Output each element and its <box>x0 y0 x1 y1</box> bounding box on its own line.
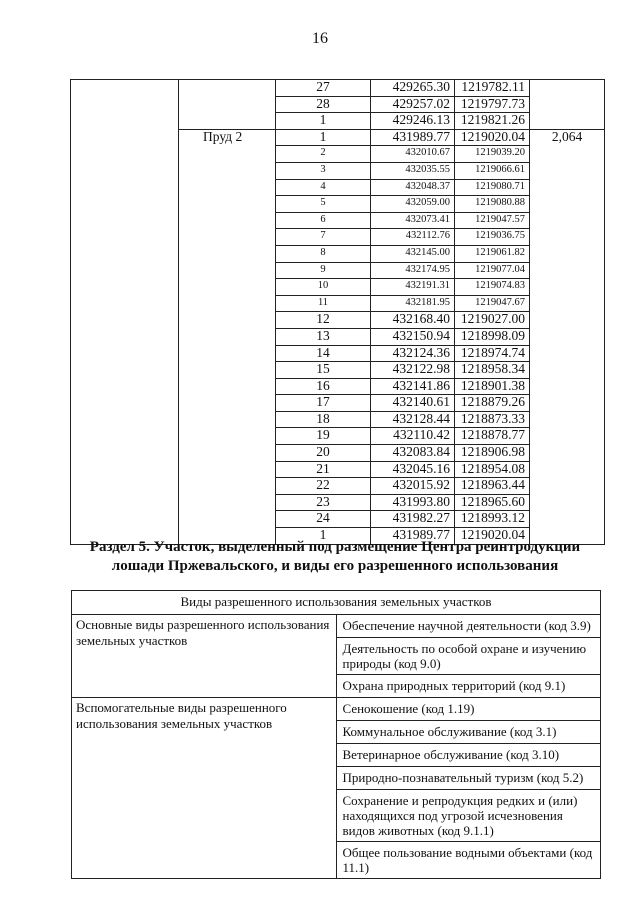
area-cell: 2,064 <box>530 129 605 146</box>
y-coordinate-cell: 1219020.04 <box>455 528 530 545</box>
blank-cell <box>71 262 179 279</box>
coordinate-row <box>71 295 605 312</box>
coordinate-row <box>71 328 605 345</box>
blank-cell <box>71 96 179 113</box>
x-coordinate-cell: 432191.31 <box>371 279 455 296</box>
area-cell <box>530 229 605 246</box>
object-name-cell <box>179 96 276 113</box>
object-name-cell <box>179 179 276 196</box>
page-number: 16 <box>312 30 328 47</box>
coordinate-row <box>71 146 605 163</box>
x-coordinate-cell: 432035.55 <box>371 162 455 179</box>
point-number-cell: 27 <box>276 80 371 97</box>
x-coordinate-cell: 429246.13 <box>371 113 455 130</box>
blank-cell <box>71 212 179 229</box>
coordinate-row <box>71 378 605 395</box>
x-coordinate-cell: 432141.86 <box>371 378 455 395</box>
y-coordinate-cell: 1218878.77 <box>455 428 530 445</box>
y-coordinate-cell: 1218993.12 <box>455 511 530 528</box>
object-name-cell <box>179 345 276 362</box>
x-coordinate-cell: 432174.95 <box>371 262 455 279</box>
aux-use-item: Сенокошение (код 1.19) <box>336 698 601 721</box>
coordinate-row <box>71 162 605 179</box>
object-name-cell <box>179 113 276 130</box>
coordinate-row <box>71 428 605 445</box>
land-use-table <box>71 590 601 879</box>
point-number-cell: 17 <box>276 395 371 412</box>
area-cell <box>530 445 605 462</box>
object-name-cell <box>179 295 276 312</box>
object-name-cell <box>179 196 276 213</box>
land-use-header: Виды разрешенного использования земельных участков <box>72 591 601 615</box>
area-cell <box>530 146 605 163</box>
point-number-cell: 22 <box>276 478 371 495</box>
blank-cell <box>71 428 179 445</box>
y-coordinate-cell: 1219797.73 <box>455 96 530 113</box>
main-use-item: Деятельность по особой охране и изучению природы (код 9.0) <box>336 638 601 675</box>
aux-use-item: Сохранение и репродукция редких и (или) находящихся под угрозой исчезновения видов животных (код 9.1.1) <box>336 790 601 842</box>
area-cell <box>530 80 605 97</box>
y-coordinate-cell: 1219080.88 <box>455 196 530 213</box>
coordinate-row <box>71 262 605 279</box>
point-number-cell: 28 <box>276 96 371 113</box>
object-name-cell <box>179 80 276 97</box>
area-cell <box>530 295 605 312</box>
blank-cell <box>71 245 179 262</box>
section-title-line-1: Раздел 5. Участок, выделенный под размещение Центра реинтродукции <box>89 539 581 555</box>
area-cell <box>530 279 605 296</box>
point-number-cell: 14 <box>276 345 371 362</box>
area-cell <box>530 113 605 130</box>
blank-cell <box>71 279 179 296</box>
object-name-cell <box>179 262 276 279</box>
object-name-cell <box>179 362 276 379</box>
object-name-cell <box>179 395 276 412</box>
area-cell <box>530 345 605 362</box>
object-name-cell <box>179 279 276 296</box>
area-cell <box>530 312 605 329</box>
point-number-cell: 18 <box>276 411 371 428</box>
aux-use-item: Природно-познавательный туризм (код 5.2) <box>336 767 601 790</box>
blank-cell <box>71 328 179 345</box>
x-coordinate-cell: 432048.37 <box>371 179 455 196</box>
point-number-cell: 21 <box>276 461 371 478</box>
coordinate-row <box>71 312 605 329</box>
y-coordinate-cell: 1218958.34 <box>455 362 530 379</box>
object-name-cell <box>179 162 276 179</box>
point-number-cell: 2 <box>276 146 371 163</box>
area-cell <box>530 245 605 262</box>
x-coordinate-cell: 431982.27 <box>371 511 455 528</box>
coordinate-row <box>71 411 605 428</box>
object-name-cell <box>179 411 276 428</box>
coordinate-row <box>71 511 605 528</box>
object-name-cell <box>179 494 276 511</box>
x-coordinate-cell: 431993.80 <box>371 494 455 511</box>
y-coordinate-cell: 1219020.04 <box>455 129 530 146</box>
point-number-cell: 4 <box>276 179 371 196</box>
point-number-cell: 1 <box>276 528 371 545</box>
area-cell <box>530 461 605 478</box>
coordinate-row <box>71 494 605 511</box>
point-number-cell: 16 <box>276 378 371 395</box>
blank-cell <box>71 162 179 179</box>
blank-cell <box>71 80 179 97</box>
coordinate-row <box>71 245 605 262</box>
y-coordinate-cell: 1218974.74 <box>455 345 530 362</box>
area-cell <box>530 378 605 395</box>
blank-cell <box>71 345 179 362</box>
point-number-cell: 11 <box>276 295 371 312</box>
main-use-item: Обеспечение научной деятельности (код 3.9) <box>336 615 601 638</box>
point-number-cell: 20 <box>276 445 371 462</box>
point-number-cell: 6 <box>276 212 371 229</box>
point-number-cell: 8 <box>276 245 371 262</box>
blank-cell <box>71 494 179 511</box>
x-coordinate-cell: 432124.36 <box>371 345 455 362</box>
object-name-cell <box>179 511 276 528</box>
aux-use-item: Общее пользование водными объектами (код 11.1) <box>336 842 601 879</box>
blank-cell <box>71 312 179 329</box>
point-number-cell: 7 <box>276 229 371 246</box>
object-name-cell <box>179 445 276 462</box>
coordinate-row <box>71 113 605 130</box>
x-coordinate-cell: 432045.16 <box>371 461 455 478</box>
area-cell <box>530 428 605 445</box>
main-uses-category: Основные виды разрешенного использования земельных участков <box>72 615 337 698</box>
point-number-cell: 13 <box>276 328 371 345</box>
y-coordinate-cell: 1219061.82 <box>455 245 530 262</box>
blank-cell <box>71 362 179 379</box>
point-number-cell: 12 <box>276 312 371 329</box>
y-coordinate-cell: 1219036.75 <box>455 229 530 246</box>
point-number-cell: 23 <box>276 494 371 511</box>
x-coordinate-cell: 432140.61 <box>371 395 455 412</box>
y-coordinate-cell: 1219782.11 <box>455 80 530 97</box>
x-coordinate-cell: 431989.77 <box>371 129 455 146</box>
x-coordinate-cell: 432083.84 <box>371 445 455 462</box>
x-coordinate-cell: 432059.00 <box>371 196 455 213</box>
y-coordinate-cell: 1218879.26 <box>455 395 530 412</box>
point-number-cell: 15 <box>276 362 371 379</box>
blank-cell <box>71 295 179 312</box>
coordinate-row <box>71 96 605 113</box>
area-cell <box>530 328 605 345</box>
coordinate-row <box>71 196 605 213</box>
area-cell <box>530 511 605 528</box>
y-coordinate-cell: 1218901.38 <box>455 378 530 395</box>
point-number-cell: 10 <box>276 279 371 296</box>
area-cell <box>530 362 605 379</box>
aux-uses-category: Вспомогательные виды разрешенного использования земельных участков <box>72 698 337 879</box>
blank-cell <box>71 478 179 495</box>
x-coordinate-cell: 432073.41 <box>371 212 455 229</box>
blank-cell <box>71 461 179 478</box>
y-coordinate-cell: 1218998.09 <box>455 328 530 345</box>
y-coordinate-cell: 1219047.67 <box>455 295 530 312</box>
area-cell <box>530 96 605 113</box>
y-coordinate-cell: 1219821.26 <box>455 113 530 130</box>
blank-cell <box>71 229 179 246</box>
blank-cell <box>71 411 179 428</box>
point-number-cell: 19 <box>276 428 371 445</box>
y-coordinate-cell: 1218906.98 <box>455 445 530 462</box>
blank-cell <box>71 395 179 412</box>
coordinate-row <box>71 445 605 462</box>
section-title <box>70 538 600 576</box>
x-coordinate-cell: 432181.95 <box>371 295 455 312</box>
aux-use-item: Коммунальное обслуживание (код 3.1) <box>336 721 601 744</box>
blank-cell <box>71 129 179 146</box>
blank-cell <box>71 511 179 528</box>
point-number-cell: 3 <box>276 162 371 179</box>
blank-cell <box>71 113 179 130</box>
object-name-cell <box>179 478 276 495</box>
x-coordinate-cell: 432150.94 <box>371 328 455 345</box>
coordinate-row <box>71 395 605 412</box>
x-coordinate-cell: 432110.42 <box>371 428 455 445</box>
area-cell <box>530 395 605 412</box>
coordinate-row <box>71 229 605 246</box>
y-coordinate-cell: 1219066.61 <box>455 162 530 179</box>
y-coordinate-cell: 1219077.04 <box>455 262 530 279</box>
x-coordinate-cell: 429257.02 <box>371 96 455 113</box>
coordinate-row <box>71 478 605 495</box>
y-coordinate-cell: 1219047.57 <box>455 212 530 229</box>
y-coordinate-cell: 1219080.71 <box>455 179 530 196</box>
object-name-cell <box>179 378 276 395</box>
coordinate-row <box>71 279 605 296</box>
aux-use-item: Ветеринарное обслуживание (код 3.10) <box>336 744 601 767</box>
blank-cell <box>71 146 179 163</box>
x-coordinate-cell: 432145.00 <box>371 245 455 262</box>
y-coordinate-cell: 1219074.83 <box>455 279 530 296</box>
main-use-item: Охрана природных территорий (код 9.1) <box>336 675 601 698</box>
blank-cell <box>71 196 179 213</box>
y-coordinate-cell: 1219039.20 <box>455 146 530 163</box>
point-number-cell: 1 <box>276 113 371 130</box>
x-coordinate-cell: 432112.76 <box>371 229 455 246</box>
x-coordinate-cell: 429265.30 <box>371 80 455 97</box>
y-coordinate-cell: 1218873.33 <box>455 411 530 428</box>
area-cell <box>530 411 605 428</box>
y-coordinate-cell: 1219027.00 <box>455 312 530 329</box>
area-cell <box>530 212 605 229</box>
y-coordinate-cell: 1218954.08 <box>455 461 530 478</box>
x-coordinate-cell: 432128.44 <box>371 411 455 428</box>
blank-cell <box>71 179 179 196</box>
area-cell <box>530 196 605 213</box>
object-name-cell: Пруд 2 <box>179 129 276 146</box>
object-name-cell <box>179 428 276 445</box>
x-coordinate-cell: 432015.92 <box>371 478 455 495</box>
area-cell <box>530 478 605 495</box>
area-cell <box>530 179 605 196</box>
coordinate-row <box>71 80 605 97</box>
coordinate-row <box>71 212 605 229</box>
coordinate-row <box>71 129 605 146</box>
coordinate-row <box>71 461 605 478</box>
object-name-cell <box>179 212 276 229</box>
x-coordinate-cell: 432010.67 <box>371 146 455 163</box>
coordinate-row <box>71 362 605 379</box>
x-coordinate-cell: 431989.77 <box>371 528 455 545</box>
object-name-cell <box>179 229 276 246</box>
blank-cell <box>71 378 179 395</box>
x-coordinate-cell: 432122.98 <box>371 362 455 379</box>
coordinates-table <box>70 79 605 545</box>
y-coordinate-cell: 1218963.44 <box>455 478 530 495</box>
object-name-cell <box>179 461 276 478</box>
object-name-cell <box>179 146 276 163</box>
coordinate-row <box>71 345 605 362</box>
blank-cell <box>71 445 179 462</box>
area-cell <box>530 162 605 179</box>
point-number-cell: 24 <box>276 511 371 528</box>
point-number-cell: 9 <box>276 262 371 279</box>
point-number-cell: 5 <box>276 196 371 213</box>
coordinate-row <box>71 179 605 196</box>
x-coordinate-cell: 432168.40 <box>371 312 455 329</box>
y-coordinate-cell: 1218965.60 <box>455 494 530 511</box>
object-name-cell <box>179 328 276 345</box>
area-cell <box>530 262 605 279</box>
area-cell <box>530 494 605 511</box>
point-number-cell: 1 <box>276 129 371 146</box>
object-name-cell <box>179 245 276 262</box>
object-name-cell <box>179 312 276 329</box>
section-title-line-2: лошади Пржевальского, и виды его разрешенного использования <box>111 558 559 574</box>
